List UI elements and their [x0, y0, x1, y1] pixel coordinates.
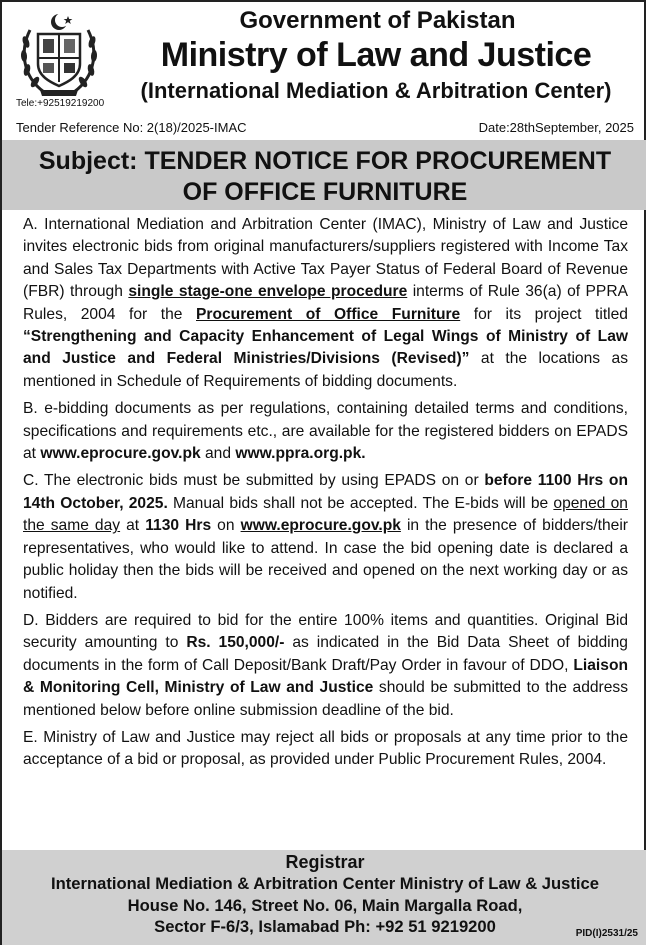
opening-time: 1130 Hrs — [145, 517, 212, 535]
para-a-text-4: at the locations as mentioned in Schedule of Requirements of bidding documents. — [23, 350, 628, 390]
center-title: (International Mediation & Arbitration Center) — [140, 78, 612, 103]
para-a-text-3: for its project titled — [460, 305, 628, 323]
para-c-text-1: C. The electronic bids must be submitted by using EPADS on or — [23, 472, 485, 490]
subject-line-2: OF OFFICE FURNITURE — [182, 178, 468, 206]
paragraph-d — [23, 610, 628, 722]
para-a-text-2: interms of Rule 36(a) of PPRA Rules, 2004 for the — [23, 283, 628, 323]
notice-body — [23, 214, 628, 777]
ppra-link[interactable]: www.ppra.org.pk. — [235, 445, 366, 463]
letterhead — [2, 2, 646, 118]
para-d-text-2: as indicated in the Bid Data Sheet of bidding documents in the form of Call Deposit/Bank Draft/Pay Order in favour of DDO, — [23, 634, 628, 674]
pid-number: PID(I)2531/25 — [575, 928, 638, 939]
footer-line-3: Sector F-6/3, Islamabad Ph: +92 51 9219200 — [154, 917, 496, 936]
para-a-project-title: “Strengthening and Capacity Enhancement of Legal Wings of Ministry of Law and Justice and Federal Ministries/Divisions (Revised)” — [23, 328, 628, 368]
para-a-procurement: Procurement of Office Furniture — [196, 305, 461, 323]
registrar-title: Registrar — [285, 852, 365, 872]
ministry-title: Ministry of Law and Justice — [160, 36, 592, 74]
para-c-text-4: on — [211, 517, 241, 535]
para-b-text-1: B. e-bidding documents as per regulations, containing detailed terms and conditions, specifications and requirements etc., are available for the registered bidders on EPADS at — [23, 400, 628, 463]
footer-line-2: House No. 146, Street No. 06, Main Margalla Road, — [127, 895, 523, 915]
reference-row — [16, 120, 634, 138]
footer-line-1: International Mediation & Arbitration Center Ministry of Law & Justice — [51, 874, 599, 893]
opening-day: opened on the same day — [23, 494, 628, 535]
eprocure-link[interactable]: www.eprocure.gov.pk — [40, 445, 201, 463]
bid-security-amount: Rs. 150,000/- — [186, 634, 285, 652]
paragraph-b — [23, 398, 628, 465]
paragraph-e — [23, 727, 628, 772]
telephone-number: Tele:+92519219200 — [16, 98, 105, 109]
notice-date: Date:28thSeptember, 2025 — [478, 120, 634, 135]
para-e-text-1: E. Ministry of Law and Justice may reject all bids or proposals at any time prior to the acceptance of a bid or proposal, as provided under Public Procurement Rules, 2004. — [23, 728, 628, 769]
subject-line-1: Subject: TENDER NOTICE FOR PROCUREMENT — [38, 147, 612, 175]
state-emblem-icon — [16, 10, 102, 98]
paragraph-c — [23, 470, 628, 604]
para-a-text-1: A. International Mediation and Arbitration Center (IMAC), Ministry of Law and Justice invites electronic bids from original manufacturers/suppliers registered with Income Tax and Sales Tax Departments with Active Tax Payer Status of Federal Board of Revenue (FBR) through — [23, 216, 628, 301]
para-d-text-3: should be submitted to the address mentioned below before online submission deadline of the bid. — [23, 679, 629, 719]
subject-banner — [2, 140, 646, 210]
tender-reference: Tender Reference No: 2(18)/2025-IMAC — [16, 120, 247, 135]
bid-deadline: before 1100 Hrs on 14th October, 2025. — [23, 472, 628, 512]
eprocure-link-2[interactable]: www.eprocure.gov.pk — [240, 517, 401, 535]
ddo-name: Liaison & Monitoring Cell, Ministry of Law and Justice — [23, 656, 628, 697]
government-title: Government of Pakistan — [239, 7, 516, 34]
para-d-text-1: D. Bidders are required to bid for the entire 100% items and quantities. Original Bid security amounting to — [23, 611, 628, 652]
para-a-procedure: single stage-one envelope procedure — [128, 283, 408, 301]
registrar-footer — [2, 850, 646, 945]
para-b-text-2: and — [200, 445, 236, 463]
paragraph-a — [23, 214, 628, 393]
para-c-text-3: at — [120, 517, 146, 535]
para-c-text-2: Manual bids shall not be accepted. The E-bids will be — [167, 494, 554, 512]
para-c-text-5: in the presence of bidders/their representatives, who would like to attend. In case the bid opening date is declared a public holiday then the bids will be received and opened on the next working day or as notified. — [23, 517, 628, 602]
